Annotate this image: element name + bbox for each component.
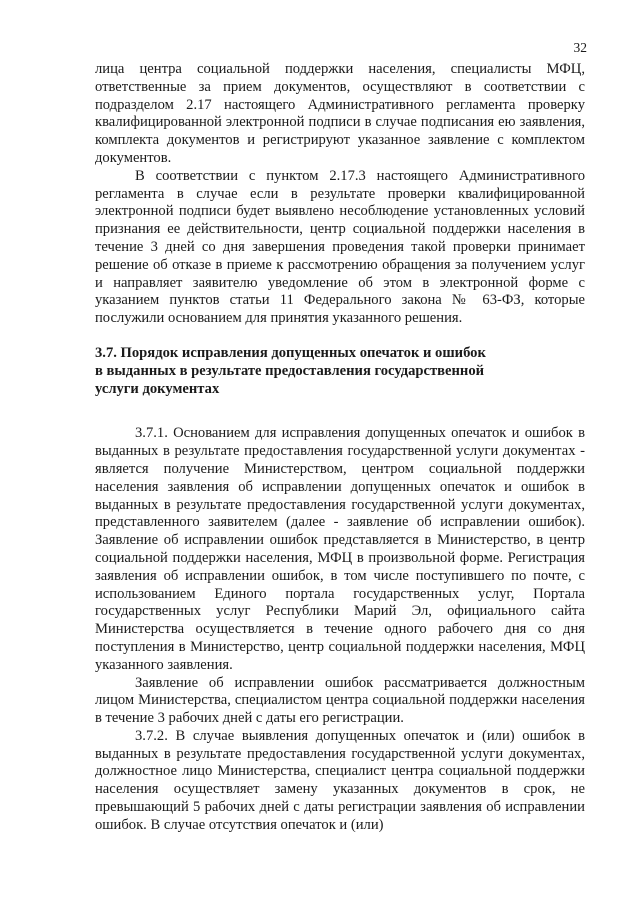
- section-heading: [95, 345, 585, 398]
- section-heading-line: 3.7. Порядок исправления допущенных опечаток и ошибок: [95, 344, 486, 361]
- paragraph-qualified-signature-check: В соответствии с пунктом 2.17.3 настоящего Административного регламента в случае если в результате проверки квалифицированной электронной подписи будет выявлено несоблюдение установленных условий признания ее действительности, центр социальной поддержки населения в течение 3 дней со дня завершения проведения такой проверки принимает решение об отказе в приеме к рассмотрению обращения за получением услуг и направляет заявителю уведомление об этом в электронной форме с указанием пунктов статьи 11 Федерального закона № 63-ФЗ, которые послужили основанием для принятия указанного решения.: [95, 167, 585, 327]
- document-body: [95, 61, 585, 835]
- spacer: [95, 328, 585, 345]
- spacer: [95, 398, 585, 425]
- paragraph-3-7-2: 3.7.2. В случае выявления допущенных опечаток и (или) ошибок в выданных в результате предоставления государственной услуги документах, должностное лицо Министерства, специалист центра социальной поддержки населения осуществляет замену указанных документов в срок, не превышающий 5 рабочих дней с даты регистрации заявления об исправлении ошибок. В случае отсутствия опечаток и (или): [95, 727, 585, 833]
- paragraph-continuation: лица центра социальной поддержки населения, специалисты МФЦ, ответственные за прием документов, осуществляют в соответствии с подразделом 2.17 настоящего Административного регламента проверку квалифицированной электронной подписи в случае подписания ею заявления, комплекта документов и регистрируют указанное заявление с комплектом документов.: [95, 61, 585, 166]
- paragraph-review-period: Заявление об исправлении ошибок рассматривается должностным лицом Министерства, специалистом центра социальной поддержки населения в течение 3 рабочих дней с даты его регистрации.: [95, 674, 585, 727]
- section-heading-line: услуги документах: [95, 380, 220, 397]
- paragraph-3-7-1: 3.7.1. Основанием для исправления допущенных опечаток и ошибок в выданных в результате предоставления государственной услуги документах - является получение Министерством, центром социальной поддержки населения заявления об исправлении допущенных опечаток и ошибок в выданных в результате предоставления государственной услуги документах, представленного заявителем (далее - заявление об исправлении ошибок). Заявление об исправлении ошибок представляется в Министерство, в центр социальной поддержки населения, МФЦ в произвольной форме. Регистрация заявления об исправлении ошибок, в том числе поступившего по почте, с использованием Единого портала государственных услуг, Портала государственных услуг Республики Марий Эл, официального сайта Министерства осуществляется в течение одного рабочего дня со дня поступления в Министерство, центр социальной поддержки населения, МФЦ указанного заявления.: [95, 425, 585, 673]
- page-number: 32: [573, 40, 587, 55]
- section-heading-line: в выданных в результате предоставления государственной: [95, 362, 485, 379]
